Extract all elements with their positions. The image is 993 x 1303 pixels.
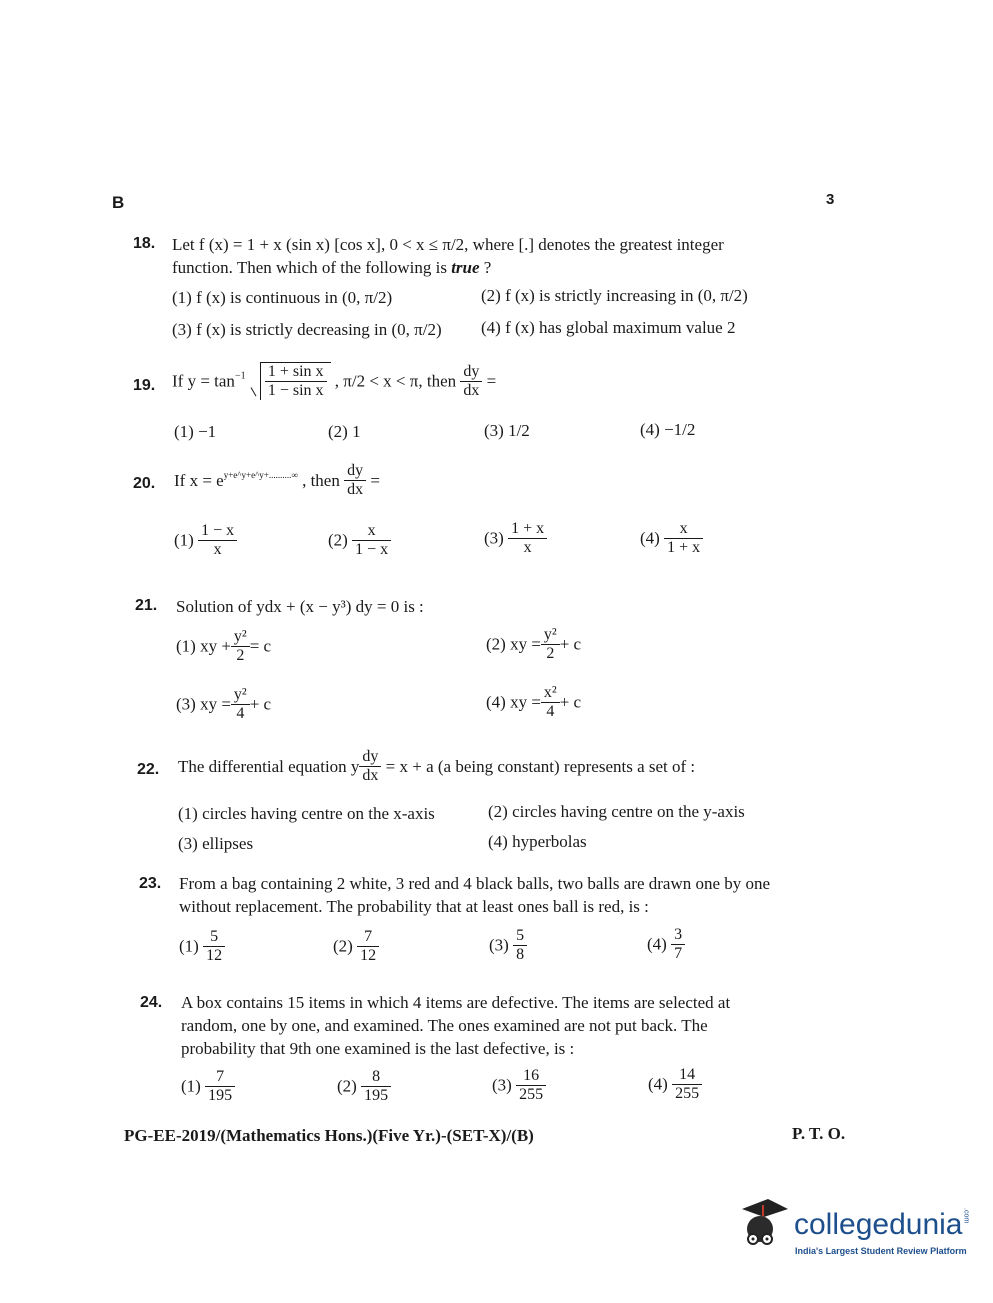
option-1: (1) circles having centre on the x-axis: [178, 804, 435, 823]
question-number: 20.: [133, 475, 156, 492]
option-1: (1) $\frac{7}{195}$: [181, 1068, 235, 1105]
option-3: (3) f (x) is strictly decreasing in (0, π/2): [172, 320, 442, 339]
mascot-icon: [738, 1195, 790, 1255]
stem-line: probability that 9th one examined is the last defective, is :: [181, 1039, 575, 1058]
stem-line: function. Then which of the following is true ?: [172, 258, 492, 277]
option-4: (4) $\frac{x}{1 + x}$: [640, 520, 703, 557]
option-3: (3) ellipses: [178, 834, 254, 853]
option-2: (2) $\frac{x}{1 - x}$: [328, 522, 391, 559]
option-1: (1) f (x) is continuous in (0, π/2): [172, 288, 393, 307]
question-number: 18.: [133, 235, 156, 252]
option-2: (2) xy = $\frac{\text{y²}}{2}$ + c: [486, 626, 582, 662]
option-4: (4) $\frac{14}{255}$: [648, 1066, 702, 1103]
option-3: (3) 1/2: [484, 421, 530, 440]
question-stem: [172, 233, 832, 279]
pto-label: P. T. O.: [792, 1124, 846, 1143]
option-2: (2) circles having centre on the y-axis: [488, 802, 745, 821]
question-number: 24.: [140, 994, 163, 1011]
option-1: (1) $\frac{1 - x}{x}$: [174, 522, 237, 559]
logo-tagline: India's Largest Student Review Platform: [795, 1246, 967, 1256]
option-2: (2) $\frac{8}{195}$: [337, 1068, 391, 1105]
option-3: (3) $\frac{1 + x}{x}$: [484, 520, 547, 557]
option-2: (2) $\frac{7}{12}$: [333, 928, 379, 965]
logo-name: collegedunia: [794, 1208, 963, 1241]
option-1: (1) −1: [174, 422, 217, 441]
question-number: 19.: [133, 377, 156, 394]
question-stem: If $y = \tan^{-1}$ $\frac{\text{1 + sin x}}{\text{1 − sin x}}$ , π/2 < x < π, then $\frac{dy}{dx}$ =: [172, 362, 497, 399]
option-4: (4) f (x) has global maximum value 2: [481, 318, 736, 337]
question-stem: [179, 872, 839, 918]
sqrt-expression: $\frac{\text{1 + sin x}}{\text{1 − sin x}}$: [260, 362, 331, 400]
logo-suffix: .com: [962, 1208, 970, 1224]
question-stem: Solution of ydx + (x − y³) dy = 0 is :: [176, 597, 424, 616]
question-number: 22.: [137, 761, 160, 778]
question-stem: If $x = e^{y+e\^{}y+e\^{}y+..........\infty}$ , then $\frac{dy}{dx}$ =: [174, 462, 380, 498]
option-2: (2) 1: [328, 422, 361, 441]
option-3: (3) $\frac{16}{255}$: [492, 1067, 546, 1104]
option-4: (4) xy = $\frac{\text{x²}}{4}$ + c: [486, 684, 582, 720]
option-2: (2) f (x) is strictly increasing in (0, π/2): [481, 286, 748, 305]
option-4: (4) −1/2: [640, 420, 696, 439]
option-4: (4) $\frac{3}{7}$: [647, 926, 685, 963]
question-number: 21.: [135, 597, 158, 614]
option-1: (1) $\frac{5}{12}$: [179, 928, 225, 965]
stem-line: A box contains 15 items in which 4 items are defective. The items are selected at: [181, 993, 731, 1012]
stem-line: random, one by one, and examined. The ones examined are not put back. The: [181, 1016, 708, 1035]
question-stem: [181, 991, 841, 1060]
question-stem: The differential equation y $\frac{dy}{dx}$ = x + a (a being constant) represents a set of :: [178, 748, 696, 784]
option-1: (1) xy + $\frac{\text{y²}}{2}$ = c: [176, 628, 272, 664]
set-letter: B: [112, 193, 125, 212]
stem-line: Let f (x) = 1 + x (sin x) [cos x], 0 < x ≤ π/2, where [.] denotes the greatest integer: [172, 235, 724, 254]
page-number: 3: [826, 191, 835, 208]
stem-line: without replacement. The probability that at least ones ball is red, is :: [179, 897, 649, 916]
option-3: (3) xy = $\frac{\text{y²}}{4}$ + c: [176, 686, 272, 722]
stem-line: From a bag containing 2 white, 3 red and 4 black balls, two balls are drawn one by one: [179, 874, 771, 893]
question-number: 23.: [139, 875, 162, 892]
option-3: (3) $\frac{5}{8}$: [489, 927, 527, 964]
logo: [794, 1208, 969, 1242]
option-4: (4) hyperbolas: [488, 832, 587, 851]
paper-code: PG-EE-2019/(Mathematics Hons.)(Five Yr.)-(SET-X)/(B): [124, 1126, 534, 1145]
